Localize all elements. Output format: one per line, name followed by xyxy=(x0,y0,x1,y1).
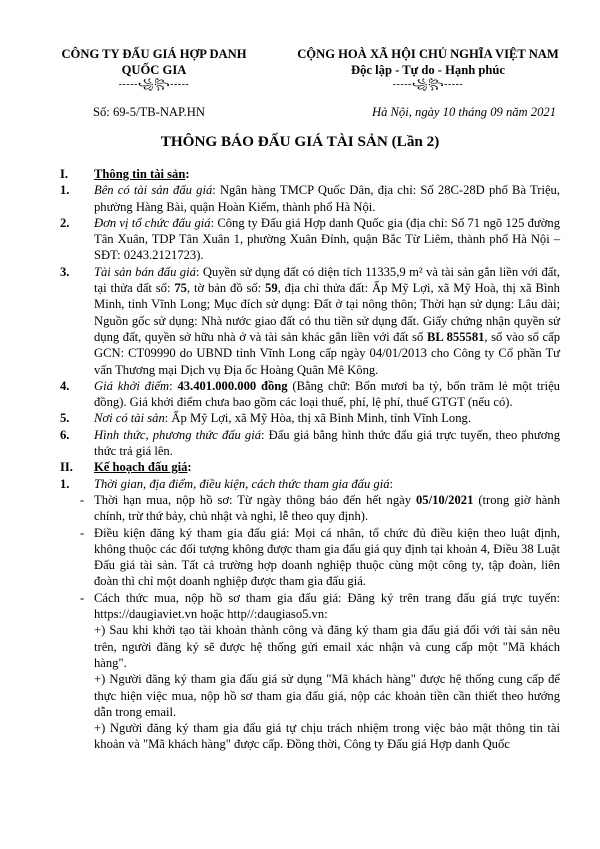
list-item: 4. Giá khởi điểm: 43.401.000.000 đồng (Bằng chữ: Bốn mươi ba tỷ, bốn trăm lẻ một triệu đồng). Giá khởi điểm chưa bao gồm các loại thuế, phí, lệ phí, thuế GTGT (nếu có). xyxy=(60,378,560,410)
item-label: Thời gian, địa điểm, điều kiện, cách thức tham gia đấu giá xyxy=(94,476,390,491)
list-item: 3. Tài sản bán đấu giá: Quyền sử dụng đất có diện tích 11335,9 m² và tài sản gắn liền với đất, tại thửa đất số: 75, tờ bản đồ số: 59, địa chỉ thửa đất: Ấp Mỹ Lợi, xã Mỹ Hoà, thị xã Bình Minh, tỉnh Vĩnh Long; Mục đích sử dụng: Đất ở tại nông thôn; Thời hạn sử dụng: Lâu dài; Nguồn gốc sử dụng: Nhà nước giao đất có thu tiền sử dụng đất. Giấy chứng nhận quyền sử dụng đất, quyền sở hữu nhà ở và tài sản khác gắn liền với đất số BL 855581, số vào sổ cấp GCN: CT09990 do UBND tỉnh Vĩnh Long cấp ngày 04/01/2013 cho Công ty Cổ phần Tư vấn Thương mại Dịch vụ Địa ốc Hoàng Quân Mê Kông. xyxy=(60,264,560,377)
company-name-line1: CÔNG TY ĐẤU GIÁ HỢP DANH xyxy=(61,47,247,61)
section-heading-auction-plan: II. Kế hoạch đấu giá: xyxy=(60,460,192,475)
item-label: Tài sản bán đấu giá xyxy=(94,264,196,279)
item-label: Bên có tài sản đấu giá xyxy=(94,183,213,198)
item-text: : Ngân hàng TMCP Quốc Dân, địa chỉ: Số 28C-28D phố Bà Triệu, phường Hàng Bài, quận Hoàn Kiếm, thành phố Hà Nội. xyxy=(94,183,561,214)
bullet-item: - Cách thức mua, nộp hồ sơ tham gia đấu giá: Đăng ký trên trang đấu giá trực tuyến: https://daugiaviet.vn hoặc http//:daugiaso5.vn: xyxy=(80,590,560,622)
paragraph: +) Người đăng ký tham gia đấu giá sử dụng "Mã khách hàng" được hệ thống cung cấp để thực hiện việc mua, nộp hồ sơ tham gia đấu giá, nộp các khoản tiền cần thiết theo hướng dẫn trong email. xyxy=(94,672,560,719)
item-text: : Đấu giá bằng hình thức đấu giá trực tuyến, theo phương thức trả giá lên. xyxy=(94,427,560,459)
bullet-item: - Điều kiện đăng ký tham gia đấu giá: Mọi cá nhân, tổ chức đủ điều kiện theo luật định, không thuộc các đối tượng không được tham gia đấu giá quy định tại khoản 4, Điều 38 Luật Đấu giá tài sản. Tất cả trường hợp doanh nghiệp thuộc cùng một công ty, tập đoàn, liên đoàn thì chỉ một doanh nghiệp được tham gia đấu giá. xyxy=(80,525,560,589)
national-motto: Độc lập - Tự do - Hạnh phúc xyxy=(351,63,505,77)
section-label: Thông tin tài sản xyxy=(94,167,186,181)
section-number: II. xyxy=(60,460,73,475)
document-title: THÔNG BÁO ĐẤU GIÁ TÀI SẢN (Lần 2) xyxy=(160,133,440,150)
list-item: 1. Thời gian, địa điểm, điều kiện, cách thức tham gia đấu giá: xyxy=(60,476,394,491)
company-header xyxy=(40,46,268,91)
item-text: : Ấp Mỹ Lợi, xã Mỹ Hòa, thị xã Bình Minh, tỉnh Vĩnh Long. xyxy=(164,411,471,426)
document-number: Số: 69-5/TB-NAP.HN xyxy=(93,105,205,119)
bullet-item: - Thời hạn mua, nộp hồ sơ: Từ ngày thông báo đến hết ngày 05/10/2021 (trong giờ hành chính, trừ thứ bảy, chủ nhật và nghỉ, lễ theo quy định). xyxy=(80,492,560,524)
item-label: Đơn vị tổ chức đấu giá xyxy=(94,215,211,230)
deadline-date: 05/10/2021 xyxy=(416,492,474,507)
national-title: CỘNG HOÀ XÃ HỘI CHỦ NGHĨA VIỆT NAM xyxy=(297,47,559,61)
paragraph: +) Sau khi khởi tạo tài khoản thành công và đăng ký tham gia đấu giá đối với tài sản nêu trên, người đăng ký sẽ được hệ thống gửi email xác nhận và cung cấp một "Mã khách hàng". xyxy=(94,623,560,670)
item-label: Giá khởi điểm xyxy=(94,378,170,393)
list-item: 1. Bên có tài sản đấu giá: Ngân hàng TMCP Quốc Dân, địa chỉ: Số 28C-28D phố Bà Triệu, phường Hàng Bài, quận Hoàn Kiếm, thành phố Hà Nội. xyxy=(60,183,561,214)
item-label: Hình thức, phương thức đấu giá xyxy=(94,427,262,442)
document-date: Hà Nội, ngày 10 tháng 09 năm 2021 xyxy=(371,105,556,119)
paragraph: +) Người đăng ký tham gia đấu giá tự chịu trách nhiệm trong việc bảo mật thông tin tài khoản và "Mã khách hàng" được cấp. Đồng thời, Công ty Đấu giá Hợp danh Quốc xyxy=(94,721,560,752)
section-label: Kế hoạch đấu giá xyxy=(94,460,188,475)
section-number: I. xyxy=(60,167,69,181)
section-heading-asset-info: I. Thông tin tài sản: xyxy=(60,167,190,181)
national-header xyxy=(278,46,578,91)
document-body xyxy=(60,166,560,753)
starting-price: 43.401.000.000 đồng xyxy=(177,378,288,393)
company-name-line2: QUỐC GIA xyxy=(121,63,187,77)
ornament-left: -----꧁꧂----- xyxy=(118,79,190,90)
list-item: 6. Hình thức, phương thức đấu giá: Đấu giá bằng hình thức đấu giá trực tuyến, theo phương thức trả giá lên. xyxy=(60,427,560,459)
list-item: 5. Nơi có tài sản: Ấp Mỹ Lợi, xã Mỹ Hòa, thị xã Bình Minh, tỉnh Vĩnh Long. xyxy=(60,411,471,426)
item-label: Nơi có tài sản xyxy=(94,411,165,426)
list-item: 2. Đơn vị tổ chức đấu giá: Công ty Đấu giá Hợp danh Quốc gia (địa chỉ: Số 71 ngõ 125 đường Tân Xuân, TDP Tân Xuân 1, phường Xuân Đỉnh, quận Bắc Từ Liêm, thành phố Hà Nội – SĐT: 0243.2121723). xyxy=(60,215,560,263)
ornament-right: -----꧁꧂----- xyxy=(392,79,464,90)
item-text: : Công ty Đấu giá Hợp danh Quốc gia (địa chỉ: Số 71 ngõ 125 đường Tân Xuân, TDP Tân Xuân 1, phường Xuân Đỉnh, quận Bắc Từ Liêm, thành phố Hà Nội – SĐT: 0243.2121723). xyxy=(94,215,560,263)
